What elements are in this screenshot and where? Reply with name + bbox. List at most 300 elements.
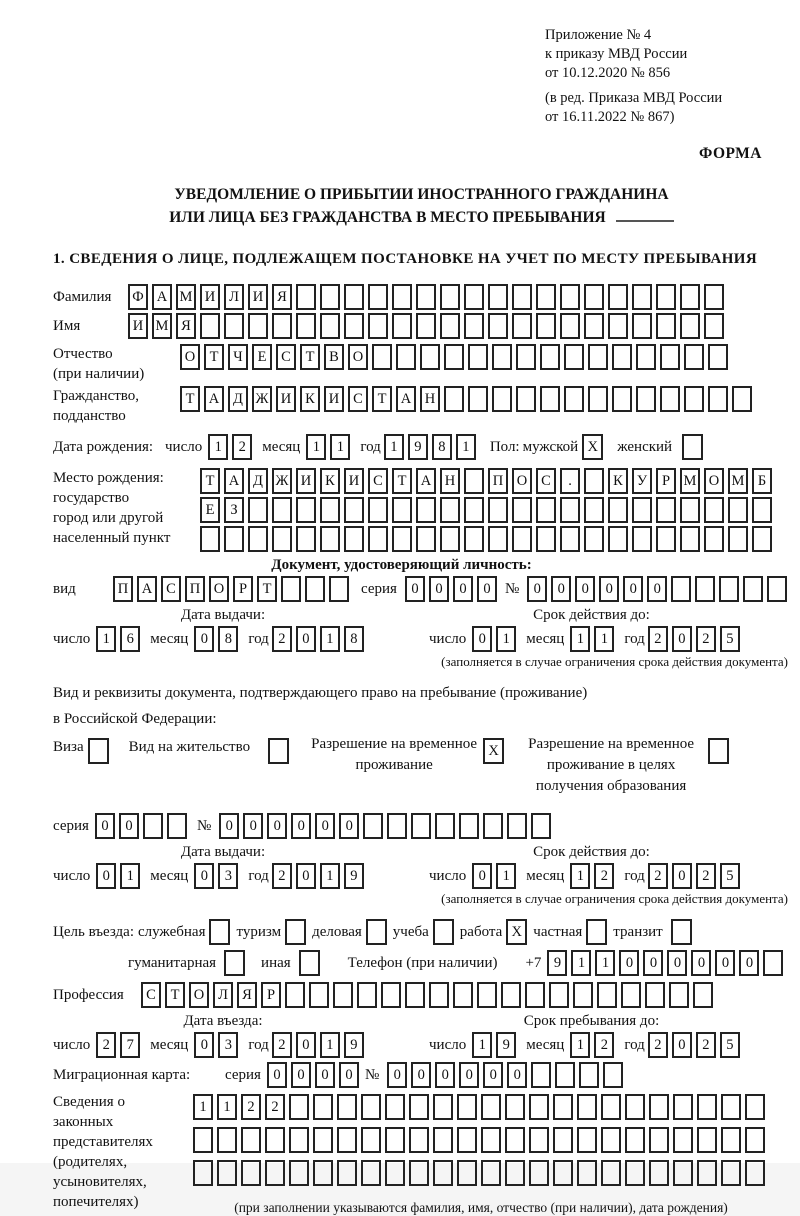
char-box[interactable]: 9: [408, 434, 428, 460]
char-box[interactable]: 6: [120, 626, 140, 652]
char-box[interactable]: [673, 1094, 693, 1120]
char-box[interactable]: [420, 344, 440, 370]
char-box[interactable]: 2: [594, 1032, 614, 1058]
char-box[interactable]: 0: [715, 950, 735, 976]
char-box[interactable]: [193, 1127, 213, 1153]
char-box[interactable]: [555, 1062, 575, 1088]
char-box[interactable]: [488, 526, 508, 552]
char-box[interactable]: О: [180, 344, 200, 370]
char-box[interactable]: [603, 1062, 623, 1088]
char-box[interactable]: 1: [595, 950, 615, 976]
char-box[interactable]: 1: [96, 626, 116, 652]
char-box[interactable]: 1: [496, 626, 516, 652]
char-box[interactable]: 0: [459, 1062, 479, 1088]
char-box[interactable]: [529, 1160, 549, 1186]
char-box[interactable]: [392, 313, 412, 339]
char-box[interactable]: [745, 1160, 765, 1186]
char-box[interactable]: С: [161, 576, 181, 602]
char-box[interactable]: 5: [720, 1032, 740, 1058]
char-box[interactable]: [477, 982, 497, 1008]
char-box[interactable]: 0: [623, 576, 643, 602]
char-box[interactable]: И: [200, 284, 220, 310]
char-box[interactable]: [265, 1160, 285, 1186]
char-box[interactable]: Ф: [128, 284, 148, 310]
purpose-transit-checkbox[interactable]: [671, 919, 692, 945]
char-box[interactable]: 0: [194, 626, 214, 652]
char-box[interactable]: [396, 344, 416, 370]
char-box[interactable]: [272, 313, 292, 339]
char-box[interactable]: [361, 1094, 381, 1120]
char-box[interactable]: 2: [696, 626, 716, 652]
char-box[interactable]: [416, 284, 436, 310]
char-box[interactable]: [459, 813, 479, 839]
char-box[interactable]: Б: [752, 468, 772, 494]
char-box[interactable]: [440, 497, 460, 523]
char-box[interactable]: 9: [344, 1032, 364, 1058]
purpose-humanitarian-checkbox[interactable]: [224, 950, 245, 976]
char-box[interactable]: 0: [575, 576, 595, 602]
char-box[interactable]: И: [248, 284, 268, 310]
char-box[interactable]: 1: [217, 1094, 237, 1120]
char-box[interactable]: П: [185, 576, 205, 602]
char-box[interactable]: 2: [648, 863, 668, 889]
char-box[interactable]: 0: [647, 576, 667, 602]
char-box[interactable]: 2: [265, 1094, 285, 1120]
char-box[interactable]: Н: [420, 386, 440, 412]
char-box[interactable]: С: [536, 468, 556, 494]
char-box[interactable]: [309, 982, 329, 1008]
char-box[interactable]: 2: [696, 1032, 716, 1058]
char-box[interactable]: [416, 497, 436, 523]
char-box[interactable]: [217, 1127, 237, 1153]
char-box[interactable]: [673, 1127, 693, 1153]
char-box[interactable]: [684, 386, 704, 412]
char-box[interactable]: [625, 1127, 645, 1153]
char-box[interactable]: В: [324, 344, 344, 370]
char-box[interactable]: [584, 313, 604, 339]
char-box[interactable]: [632, 526, 652, 552]
char-box[interactable]: [361, 1127, 381, 1153]
char-box[interactable]: Т: [204, 344, 224, 370]
char-box[interactable]: 0: [453, 576, 473, 602]
char-box[interactable]: [656, 313, 676, 339]
char-box[interactable]: 0: [339, 1062, 359, 1088]
char-box[interactable]: [409, 1127, 429, 1153]
char-box[interactable]: [368, 497, 388, 523]
char-box[interactable]: 2: [232, 434, 252, 460]
char-box[interactable]: О: [189, 982, 209, 1008]
char-box[interactable]: 0: [387, 1062, 407, 1088]
char-box[interactable]: [721, 1094, 741, 1120]
char-box[interactable]: [704, 497, 724, 523]
char-box[interactable]: [516, 386, 536, 412]
char-box[interactable]: 0: [672, 626, 692, 652]
char-box[interactable]: [560, 526, 580, 552]
char-box[interactable]: [385, 1127, 405, 1153]
char-box[interactable]: М: [152, 313, 172, 339]
char-box[interactable]: [305, 576, 325, 602]
char-box[interactable]: [721, 1160, 741, 1186]
char-box[interactable]: [320, 284, 340, 310]
char-box[interactable]: [457, 1127, 477, 1153]
char-box[interactable]: Р: [233, 576, 253, 602]
char-box[interactable]: С: [276, 344, 296, 370]
char-box[interactable]: К: [300, 386, 320, 412]
char-box[interactable]: А: [416, 468, 436, 494]
char-box[interactable]: [577, 1160, 597, 1186]
char-box[interactable]: [767, 576, 787, 602]
char-box[interactable]: Ж: [272, 468, 292, 494]
char-box[interactable]: [531, 1062, 551, 1088]
char-box[interactable]: [248, 497, 268, 523]
char-box[interactable]: П: [113, 576, 133, 602]
char-box[interactable]: [512, 313, 532, 339]
char-box[interactable]: 0: [291, 813, 311, 839]
char-box[interactable]: [344, 497, 364, 523]
char-box[interactable]: 0: [411, 1062, 431, 1088]
char-box[interactable]: [241, 1127, 261, 1153]
char-box[interactable]: М: [728, 468, 748, 494]
char-box[interactable]: [763, 950, 783, 976]
char-box[interactable]: [560, 313, 580, 339]
char-box[interactable]: [529, 1127, 549, 1153]
char-box[interactable]: [695, 576, 715, 602]
char-box[interactable]: О: [704, 468, 724, 494]
char-box[interactable]: Ж: [252, 386, 272, 412]
char-box[interactable]: [536, 526, 556, 552]
char-box[interactable]: 2: [272, 863, 292, 889]
char-box[interactable]: [704, 284, 724, 310]
char-box[interactable]: 9: [344, 863, 364, 889]
char-box[interactable]: 2: [594, 863, 614, 889]
char-box[interactable]: Я: [237, 982, 257, 1008]
char-box[interactable]: [337, 1127, 357, 1153]
char-box[interactable]: [296, 313, 316, 339]
sex-male-checkbox[interactable]: X: [582, 434, 603, 460]
purpose-private-checkbox[interactable]: [586, 919, 607, 945]
char-box[interactable]: [549, 982, 569, 1008]
char-box[interactable]: Ч: [228, 344, 248, 370]
char-box[interactable]: [488, 497, 508, 523]
char-box[interactable]: [440, 526, 460, 552]
char-box[interactable]: [368, 284, 388, 310]
char-box[interactable]: [468, 344, 488, 370]
char-box[interactable]: [601, 1127, 621, 1153]
char-box[interactable]: [429, 982, 449, 1008]
char-box[interactable]: [553, 1127, 573, 1153]
char-box[interactable]: 1: [320, 863, 340, 889]
char-box[interactable]: [333, 982, 353, 1008]
char-box[interactable]: [669, 982, 689, 1008]
char-box[interactable]: К: [320, 468, 340, 494]
char-box[interactable]: [265, 1127, 285, 1153]
option-temp-residence-education-checkbox[interactable]: [708, 738, 729, 764]
char-box[interactable]: У: [632, 468, 652, 494]
char-box[interactable]: С: [368, 468, 388, 494]
char-box[interactable]: [560, 497, 580, 523]
char-box[interactable]: И: [276, 386, 296, 412]
char-box[interactable]: 0: [243, 813, 263, 839]
char-box[interactable]: И: [128, 313, 148, 339]
char-box[interactable]: [752, 497, 772, 523]
char-box[interactable]: [632, 284, 652, 310]
char-box[interactable]: [285, 982, 305, 1008]
char-box[interactable]: 1: [571, 950, 591, 976]
char-box[interactable]: 1: [472, 1032, 492, 1058]
char-box[interactable]: Т: [165, 982, 185, 1008]
char-box[interactable]: [680, 497, 700, 523]
char-box[interactable]: [313, 1127, 333, 1153]
char-box[interactable]: [440, 284, 460, 310]
char-box[interactable]: [564, 344, 584, 370]
char-box[interactable]: [697, 1127, 717, 1153]
char-box[interactable]: [673, 1160, 693, 1186]
char-box[interactable]: 1: [208, 434, 228, 460]
char-box[interactable]: [577, 1127, 597, 1153]
char-box[interactable]: [680, 284, 700, 310]
char-box[interactable]: С: [141, 982, 161, 1008]
char-box[interactable]: 0: [296, 626, 316, 652]
char-box[interactable]: [660, 344, 680, 370]
char-box[interactable]: [241, 1160, 261, 1186]
option-residence-permit-checkbox[interactable]: [268, 738, 289, 764]
char-box[interactable]: 2: [96, 1032, 116, 1058]
char-box[interactable]: 2: [648, 1032, 668, 1058]
char-box[interactable]: [344, 526, 364, 552]
char-box[interactable]: [200, 526, 220, 552]
char-box[interactable]: [512, 526, 532, 552]
char-box[interactable]: [368, 313, 388, 339]
char-box[interactable]: И: [296, 468, 316, 494]
char-box[interactable]: 0: [339, 813, 359, 839]
char-box[interactable]: [632, 497, 652, 523]
char-box[interactable]: [433, 1127, 453, 1153]
char-box[interactable]: 0: [219, 813, 239, 839]
char-box[interactable]: [728, 526, 748, 552]
char-box[interactable]: [680, 313, 700, 339]
char-box[interactable]: [464, 313, 484, 339]
char-box[interactable]: 0: [435, 1062, 455, 1088]
char-box[interactable]: [392, 497, 412, 523]
char-box[interactable]: [224, 313, 244, 339]
char-box[interactable]: [704, 526, 724, 552]
char-box[interactable]: [584, 526, 604, 552]
char-box[interactable]: [697, 1094, 717, 1120]
char-box[interactable]: [743, 576, 763, 602]
purpose-business-checkbox[interactable]: [366, 919, 387, 945]
char-box[interactable]: [416, 313, 436, 339]
char-box[interactable]: 0: [691, 950, 711, 976]
purpose-official-checkbox[interactable]: [209, 919, 230, 945]
char-box[interactable]: [372, 344, 392, 370]
char-box[interactable]: [357, 982, 377, 1008]
char-box[interactable]: [337, 1094, 357, 1120]
char-box[interactable]: 0: [527, 576, 547, 602]
char-box[interactable]: 0: [194, 1032, 214, 1058]
char-box[interactable]: [481, 1094, 501, 1120]
char-box[interactable]: 0: [477, 576, 497, 602]
char-box[interactable]: [409, 1094, 429, 1120]
char-box[interactable]: [457, 1094, 477, 1120]
char-box[interactable]: 1: [306, 434, 326, 460]
purpose-work-checkbox[interactable]: X: [506, 919, 527, 945]
char-box[interactable]: [217, 1160, 237, 1186]
char-box[interactable]: [464, 468, 484, 494]
char-box[interactable]: [501, 982, 521, 1008]
char-box[interactable]: [313, 1094, 333, 1120]
char-box[interactable]: 0: [551, 576, 571, 602]
char-box[interactable]: 0: [672, 1032, 692, 1058]
char-box[interactable]: П: [488, 468, 508, 494]
char-box[interactable]: 0: [267, 813, 287, 839]
char-box[interactable]: [553, 1160, 573, 1186]
char-box[interactable]: [289, 1127, 309, 1153]
char-box[interactable]: [411, 813, 431, 839]
char-box[interactable]: [289, 1160, 309, 1186]
char-box[interactable]: [656, 284, 676, 310]
char-box[interactable]: [385, 1094, 405, 1120]
char-box[interactable]: 1: [570, 863, 590, 889]
char-box[interactable]: [536, 313, 556, 339]
char-box[interactable]: [621, 982, 641, 1008]
char-box[interactable]: [320, 526, 340, 552]
char-box[interactable]: [608, 284, 628, 310]
char-box[interactable]: 0: [643, 950, 663, 976]
char-box[interactable]: 0: [119, 813, 139, 839]
char-box[interactable]: 7: [120, 1032, 140, 1058]
char-box[interactable]: 9: [496, 1032, 516, 1058]
char-box[interactable]: 8: [432, 434, 452, 460]
char-box[interactable]: [708, 386, 728, 412]
char-box[interactable]: 1: [320, 1032, 340, 1058]
char-box[interactable]: Д: [228, 386, 248, 412]
char-box[interactable]: [464, 526, 484, 552]
char-box[interactable]: [453, 982, 473, 1008]
option-visa-checkbox[interactable]: [88, 738, 109, 764]
char-box[interactable]: [560, 284, 580, 310]
char-box[interactable]: [745, 1127, 765, 1153]
purpose-study-checkbox[interactable]: [433, 919, 454, 945]
char-box[interactable]: [344, 313, 364, 339]
char-box[interactable]: [584, 468, 604, 494]
char-box[interactable]: [143, 813, 163, 839]
char-box[interactable]: [289, 1094, 309, 1120]
char-box[interactable]: [320, 313, 340, 339]
char-box[interactable]: [732, 386, 752, 412]
char-box[interactable]: 1: [570, 626, 590, 652]
char-box[interactable]: [320, 497, 340, 523]
char-box[interactable]: [719, 576, 739, 602]
char-box[interactable]: [444, 386, 464, 412]
char-box[interactable]: А: [204, 386, 224, 412]
char-box[interactable]: [525, 982, 545, 1008]
char-box[interactable]: 0: [739, 950, 759, 976]
char-box[interactable]: [224, 526, 244, 552]
char-box[interactable]: С: [348, 386, 368, 412]
char-box[interactable]: [385, 1160, 405, 1186]
char-box[interactable]: Н: [440, 468, 460, 494]
char-box[interactable]: Л: [213, 982, 233, 1008]
char-box[interactable]: [649, 1127, 669, 1153]
char-box[interactable]: Р: [261, 982, 281, 1008]
char-box[interactable]: [193, 1160, 213, 1186]
char-box[interactable]: [337, 1160, 357, 1186]
char-box[interactable]: 0: [291, 1062, 311, 1088]
char-box[interactable]: Я: [272, 284, 292, 310]
char-box[interactable]: [656, 526, 676, 552]
char-box[interactable]: Д: [248, 468, 268, 494]
char-box[interactable]: 2: [648, 626, 668, 652]
char-box[interactable]: 1: [496, 863, 516, 889]
char-box[interactable]: [588, 344, 608, 370]
char-box[interactable]: О: [512, 468, 532, 494]
char-box[interactable]: [512, 497, 532, 523]
char-box[interactable]: 0: [296, 863, 316, 889]
char-box[interactable]: [632, 313, 652, 339]
char-box[interactable]: О: [348, 344, 368, 370]
char-box[interactable]: К: [608, 468, 628, 494]
char-box[interactable]: [601, 1160, 621, 1186]
char-box[interactable]: [684, 344, 704, 370]
char-box[interactable]: 0: [405, 576, 425, 602]
char-box[interactable]: 8: [344, 626, 364, 652]
char-box[interactable]: [433, 1160, 453, 1186]
char-box[interactable]: [529, 1094, 549, 1120]
char-box[interactable]: [693, 982, 713, 1008]
char-box[interactable]: [540, 344, 560, 370]
char-box[interactable]: [660, 386, 680, 412]
char-box[interactable]: [344, 284, 364, 310]
char-box[interactable]: [505, 1160, 525, 1186]
char-box[interactable]: 1: [193, 1094, 213, 1120]
char-box[interactable]: 3: [218, 1032, 238, 1058]
char-box[interactable]: [368, 526, 388, 552]
char-box[interactable]: [492, 386, 512, 412]
char-box[interactable]: [464, 284, 484, 310]
char-box[interactable]: [200, 313, 220, 339]
char-box[interactable]: [584, 497, 604, 523]
char-box[interactable]: [625, 1160, 645, 1186]
char-box[interactable]: [680, 526, 700, 552]
char-box[interactable]: Т: [257, 576, 277, 602]
char-box[interactable]: [387, 813, 407, 839]
option-temp-residence-checkbox[interactable]: X: [483, 738, 504, 764]
char-box[interactable]: [512, 284, 532, 310]
char-box[interactable]: [488, 313, 508, 339]
char-box[interactable]: [579, 1062, 599, 1088]
char-box[interactable]: [248, 526, 268, 552]
char-box[interactable]: 1: [120, 863, 140, 889]
char-box[interactable]: [601, 1094, 621, 1120]
char-box[interactable]: [483, 813, 503, 839]
char-box[interactable]: 2: [696, 863, 716, 889]
char-box[interactable]: [409, 1160, 429, 1186]
char-box[interactable]: Т: [300, 344, 320, 370]
char-box[interactable]: [708, 344, 728, 370]
char-box[interactable]: [573, 982, 593, 1008]
char-box[interactable]: 0: [429, 576, 449, 602]
char-box[interactable]: 9: [547, 950, 567, 976]
char-box[interactable]: [649, 1160, 669, 1186]
char-box[interactable]: [488, 284, 508, 310]
char-box[interactable]: [612, 386, 632, 412]
char-box[interactable]: 0: [672, 863, 692, 889]
char-box[interactable]: 1: [594, 626, 614, 652]
char-box[interactable]: 2: [272, 626, 292, 652]
char-box[interactable]: [536, 284, 556, 310]
char-box[interactable]: Т: [180, 386, 200, 412]
char-box[interactable]: А: [137, 576, 157, 602]
